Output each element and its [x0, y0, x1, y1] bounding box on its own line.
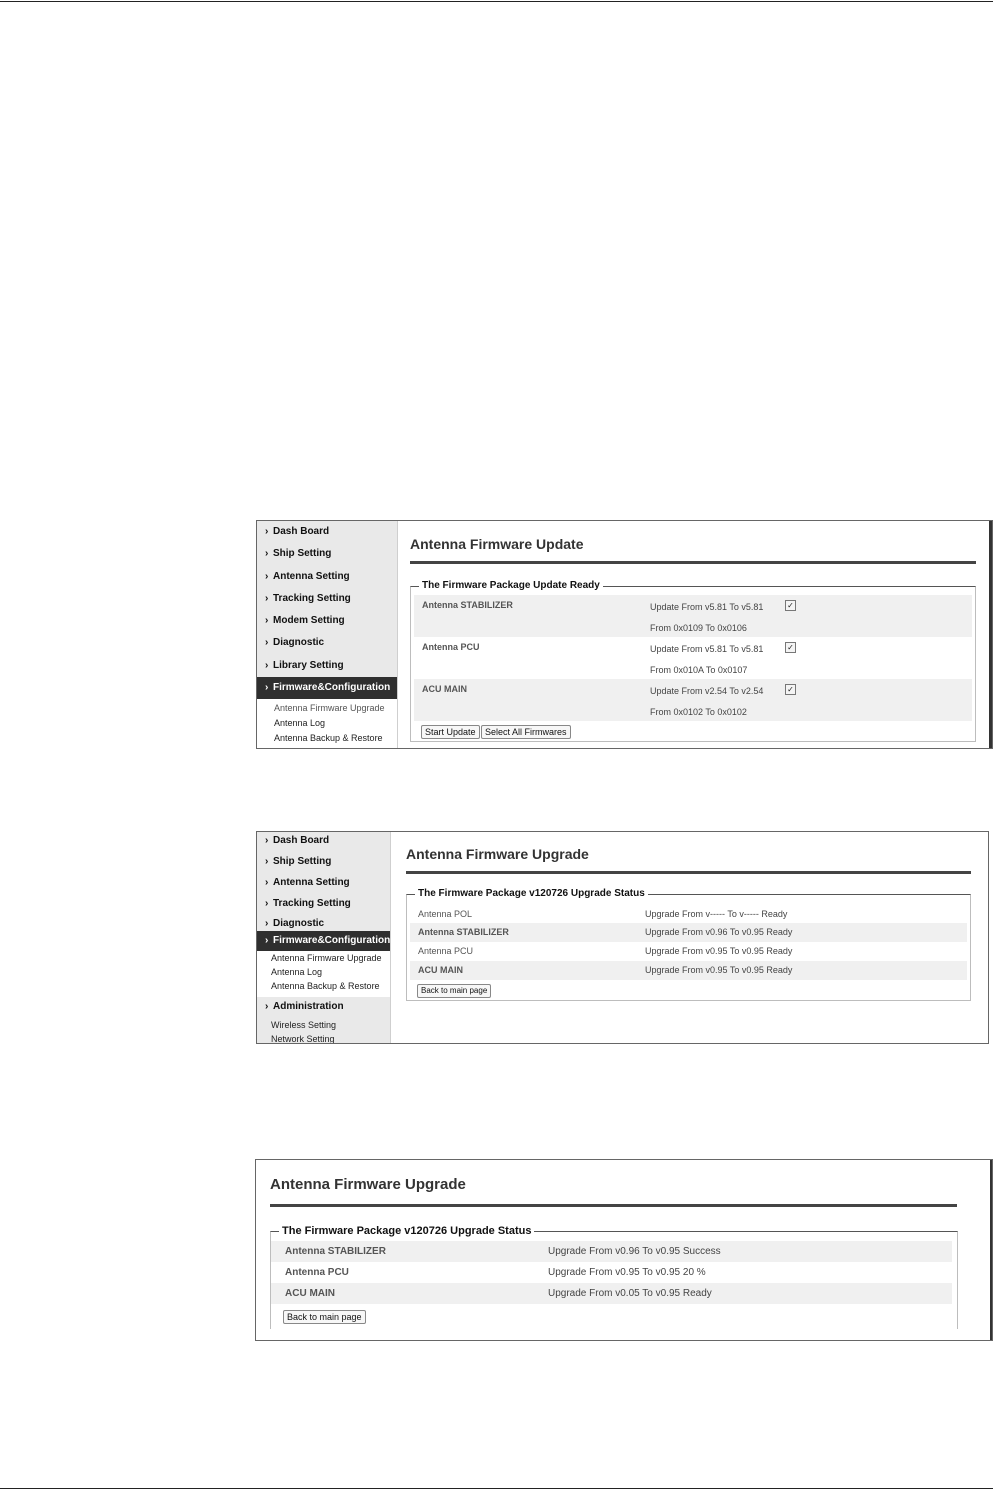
select-all-firmwares-button[interactable]: Select All Firmwares	[481, 725, 571, 739]
upgrade-status: Upgrade From v0.95 To v0.95 Ready	[645, 946, 793, 956]
chevron-right-icon: ›	[265, 615, 269, 626]
update-address: From 0x0102 To 0x0102	[650, 707, 747, 717]
update-version: Update From v5.81 To v5.81	[650, 644, 764, 654]
submenu-antenna-backup-restore[interactable]: Antenna Backup & Restore	[274, 733, 383, 743]
update-address: From 0x010A To 0x0107	[650, 665, 748, 675]
fieldset-legend: The Firmware Package Update Ready	[419, 580, 603, 591]
page-bottom-rule	[0, 1488, 993, 1489]
status-row	[271, 1241, 952, 1262]
firmware-row	[414, 595, 972, 637]
chevron-right-icon: ›	[265, 856, 269, 867]
sidebar-item-library-setting[interactable]: › Library Setting	[257, 656, 397, 676]
upgrade-status: Upgrade From v0.96 To v0.95 Ready	[645, 927, 793, 937]
component-name: ACU MAIN	[422, 684, 467, 694]
sidebar-item-antenna-setting[interactable]: › Antenna Setting	[257, 873, 390, 893]
page-title: Antenna Firmware Update	[410, 536, 584, 552]
firmware-checkbox[interactable]: ✓	[785, 642, 796, 653]
fieldset-legend: The Firmware Package v120726 Upgrade Status	[415, 888, 648, 899]
screenshot-firmware-update-ready	[256, 520, 993, 749]
sidebar-item-tracking-setting[interactable]: › Tracking Setting	[257, 894, 390, 914]
component-name: Antenna PCU	[285, 1267, 349, 1278]
component-name: Antenna PCU	[418, 946, 474, 956]
firmware-row	[414, 637, 972, 679]
upgrade-status-fieldset	[270, 1225, 958, 1329]
sidebar-item-tracking-setting[interactable]: › Tracking Setting	[257, 589, 397, 609]
title-divider	[270, 1204, 957, 1207]
component-name: Antenna STABILIZER	[285, 1246, 386, 1257]
main-content	[398, 521, 992, 748]
screenshot-upgrade-status-ready	[256, 831, 989, 1044]
chevron-right-icon: ›	[265, 526, 269, 537]
chevron-right-icon: ›	[265, 571, 269, 582]
submenu-antenna-log[interactable]: Antenna Log	[274, 718, 326, 728]
component-name: Antenna POL	[418, 909, 473, 919]
chevron-right-icon: ›	[265, 918, 269, 929]
back-to-main-button[interactable]: Back to main page	[283, 1310, 366, 1324]
firmware-row	[414, 679, 972, 721]
submenu-wireless-setting[interactable]: Wireless Setting	[271, 1020, 337, 1030]
chevron-right-icon: ›	[265, 637, 269, 648]
component-name: Antenna STABILIZER	[418, 927, 509, 937]
sidebar-item-diagnostic[interactable]: › Diagnostic	[257, 914, 390, 934]
upgrade-status: Upgrade From v0.95 To v0.95 20 %	[548, 1267, 706, 1278]
component-name: Antenna PCU	[422, 642, 480, 652]
upgrade-status: Upgrade From v----- To v----- Ready	[645, 909, 788, 919]
status-row	[271, 1283, 952, 1304]
sidebar-nav	[257, 521, 398, 748]
chevron-right-icon: ›	[265, 1001, 269, 1012]
firmware-checkbox[interactable]: ✓	[785, 600, 796, 611]
submenu-antenna-firmware-upgrade[interactable]: Antenna Firmware Upgrade	[271, 953, 382, 963]
sidebar-item-diagnostic[interactable]: › Diagnostic	[257, 633, 397, 653]
update-version: Update From v2.54 To v2.54	[650, 686, 764, 696]
sidebar-item-dash-board[interactable]: › Dash Board	[257, 522, 397, 542]
chevron-right-icon: ›	[265, 660, 269, 671]
chevron-right-icon: ›	[265, 898, 269, 909]
chevron-right-icon: ›	[265, 835, 269, 846]
fieldset-legend: The Firmware Package v120726 Upgrade Status	[279, 1225, 534, 1237]
page-title: Antenna Firmware Upgrade	[270, 1176, 466, 1193]
submenu-network-setting[interactable]: Network Setting	[271, 1034, 335, 1044]
submenu-antenna-log[interactable]: Antenna Log	[271, 967, 323, 977]
firmware-checkbox[interactable]: ✓	[785, 684, 796, 695]
status-row	[410, 904, 967, 923]
sidebar-item-firmware-configuration[interactable]: › Firmware&Configuration	[257, 677, 397, 699]
sidebar-nav	[257, 832, 391, 1043]
sidebar-item-modem-setting[interactable]: › Modem Setting	[257, 611, 397, 631]
sidebar-submenu	[257, 699, 397, 748]
page-title: Antenna Firmware Upgrade	[406, 846, 589, 862]
title-divider	[410, 561, 976, 564]
chevron-right-icon: ›	[265, 593, 269, 604]
sidebar-item-ship-setting[interactable]: › Ship Setting	[257, 544, 397, 564]
component-name: ACU MAIN	[285, 1288, 335, 1299]
submenu-antenna-firmware-upgrade[interactable]: Antenna Firmware Upgrade	[274, 703, 385, 713]
component-name: Antenna STABILIZER	[422, 600, 513, 610]
sidebar-item-administration[interactable]: › Administration	[257, 997, 390, 1017]
sidebar-item-dash-board[interactable]: › Dash Board	[257, 831, 390, 851]
sidebar-submenu	[257, 951, 390, 997]
upgrade-status: Upgrade From v0.95 To v0.95 Ready	[645, 965, 793, 975]
window-edge	[990, 1160, 992, 1340]
sidebar-item-firmware-configuration[interactable]: › Firmware&Configuration	[257, 931, 390, 951]
upgrade-status: Upgrade From v0.96 To v0.95 Success	[548, 1246, 721, 1257]
sidebar-item-antenna-setting[interactable]: › Antenna Setting	[257, 567, 397, 587]
sidebar-item-ship-setting[interactable]: › Ship Setting	[257, 852, 390, 872]
title-divider	[406, 871, 971, 874]
status-row	[410, 961, 967, 980]
start-update-button[interactable]: Start Update	[421, 725, 480, 739]
window-edge	[989, 521, 992, 748]
screenshot-upgrade-status-progress	[255, 1159, 993, 1341]
upgrade-status-fieldset	[406, 888, 971, 1001]
chevron-right-icon: ›	[265, 548, 269, 559]
firmware-package-fieldset	[410, 580, 976, 742]
main-content	[391, 832, 988, 1043]
chevron-right-icon: ›	[265, 877, 269, 888]
status-row	[410, 923, 967, 942]
back-to-main-button[interactable]: Back to main page	[417, 984, 491, 998]
status-row	[410, 942, 967, 961]
chevron-right-icon: ›	[265, 682, 269, 693]
update-address: From 0x0109 To 0x0106	[650, 623, 747, 633]
page-top-rule	[0, 1, 993, 2]
upgrade-status: Upgrade From v0.05 To v0.95 Ready	[548, 1288, 712, 1299]
update-version: Update From v5.81 To v5.81	[650, 602, 764, 612]
submenu-antenna-backup-restore[interactable]: Antenna Backup & Restore	[271, 981, 380, 991]
component-name: ACU MAIN	[418, 965, 463, 975]
status-row	[271, 1262, 952, 1283]
chevron-right-icon: ›	[265, 935, 269, 946]
